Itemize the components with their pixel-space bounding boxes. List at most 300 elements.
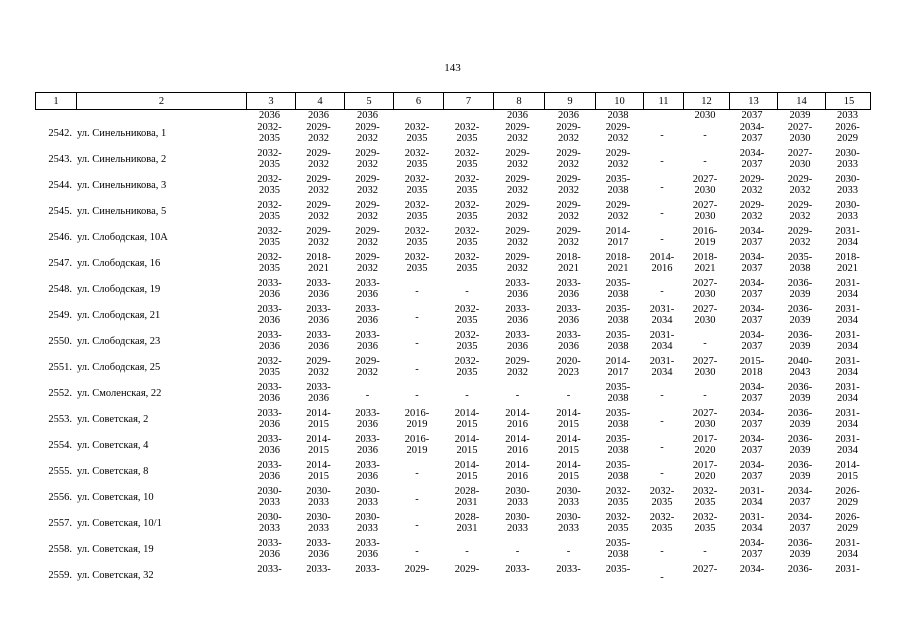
table-cell: 2029- 2032 [605,200,631,222]
table-cell: 2031- 2034 [835,382,860,404]
table-cell: 2031- 2034 [835,408,860,430]
table-cell: 2016- 2019 [404,408,430,430]
table-cell: 2030- 2033 [257,512,282,534]
table-cell: - [703,545,707,557]
table-cell: 2036 [308,110,329,121]
table-cell: 2014- 2015 [306,460,331,482]
table-cell: 2033- [306,564,331,575]
table-cell: - [660,415,664,427]
table-cell: 2036- [787,564,813,575]
table-cell [392,110,442,122]
table-cell: 2034- 2037 [787,512,813,534]
table-row [35,460,871,486]
column-header: 13 [729,93,777,110]
table-cell: 2029- [454,564,480,575]
table-cell: - [365,389,370,401]
column-header: 12 [683,93,729,110]
table-cell: 2035- 2038 [605,278,631,300]
table-cell: 2033- 2036 [355,460,380,482]
table-row [35,538,871,564]
table-cell: 2035- 2038 [787,252,813,274]
table-cell: 2018- 2021 [306,252,331,274]
table-cell: 2036- 2039 [787,304,813,326]
table-cell: 2014- 2015 [306,408,331,430]
table-cell: 2029- 2032 [306,122,331,144]
table-cell: 2035- 2038 [605,382,631,404]
table-cell: 2032- 2035 [454,304,480,326]
row-address: ул. Слободская, 21 [77,310,161,321]
table-cell: 2028- 2031 [454,512,480,534]
table-cell: 2033- 2036 [306,382,331,404]
table-cell: 2030- 2033 [355,486,380,508]
table-cell: 2033- 2036 [257,408,282,430]
table-cell: 2032- 2035 [257,226,282,248]
table-cell: 2036 [259,110,280,121]
table-cell: 2034- 2037 [739,252,765,274]
table-cell: - [660,389,664,401]
table-cell: 2031- 2034 [649,356,675,378]
table-cell: 2031- 2034 [649,304,675,326]
table-cell: 2030- 2033 [257,486,282,508]
table-cell: 2033- 2036 [306,304,331,326]
table-cell: 2014- 2015 [556,434,581,456]
table-cell: 2029- 2032 [787,226,813,248]
table-cell: 2032- 2035 [605,486,631,508]
table-cell: 2029- 2032 [505,252,530,274]
table-cell: 2027- 2030 [692,356,718,378]
table-cell: 2033- 2036 [355,278,380,300]
table-cell: - [515,389,520,401]
table-cell: 2032- 2035 [404,122,430,144]
row-number: 2548. [48,284,72,295]
table-cell: 2033- 2036 [556,304,581,326]
table-cell: 2035- 2038 [605,460,631,482]
data-table [35,92,871,590]
row-number: 2546. [48,232,72,243]
table-row [35,330,871,356]
table-cell: 2029- 2032 [556,122,581,144]
table-cell: 2033- 2036 [556,278,581,300]
table-cell: 2036- 2039 [787,434,813,456]
row-address: ул. Смоленская, 22 [77,388,162,399]
table-cell: 2014- 2015 [454,460,480,482]
table-row [35,356,871,382]
table-row [35,148,871,174]
table-cell: 2032- 2035 [454,330,480,352]
table-cell: - [415,519,419,531]
table-cell: 2036 [357,110,378,121]
table-cell: 2014- 2015 [835,460,860,482]
table-row [35,252,871,278]
table-cell: 2035- 2038 [605,174,631,196]
column-header: 4 [295,93,344,110]
table-row-continuation [35,110,871,122]
row-address: ул. Слободская, 23 [77,336,161,347]
table-cell: - [415,285,419,297]
table-cell: 2032- 2035 [257,122,282,144]
table-cell: - [703,389,707,401]
table-cell: 2026- 2029 [835,122,860,144]
table-cell: 2033- 2036 [355,408,380,430]
row-number: 2556. [48,492,72,503]
table-cell: 2033- 2036 [257,434,282,456]
table-cell: 2029- 2032 [306,174,331,196]
table-cell: 2032- 2035 [404,252,430,274]
table-cell: - [415,493,419,505]
table-row [35,564,871,590]
table-cell: 2014- 2017 [605,356,631,378]
row-number: 2552. [48,388,72,399]
row-number: 2550. [48,336,72,347]
table-cell: 2033- 2036 [355,538,380,560]
table-cell: 2034- 2037 [739,330,765,352]
table-cell: 2031- 2034 [835,278,860,300]
table-cell: - [660,545,664,557]
table-cell: - [660,441,664,453]
table-cell: 2032- 2035 [257,174,282,196]
table-cell: 2027- 2030 [787,148,813,170]
table-cell: 2029- 2032 [556,148,581,170]
row-number: 2551. [48,362,72,373]
table-cell: - [660,129,664,141]
row-address: ул. Советская, 10 [77,492,154,503]
table-cell: 2032- 2035 [454,252,480,274]
table-cell: 2030- 2033 [556,512,581,534]
table-cell: 2034- 2037 [787,486,813,508]
table-cell: 2032- 2035 [257,356,282,378]
table-cell: 2029- 2032 [605,148,631,170]
table-cell: 2032- 2035 [649,486,675,508]
table-cell: 2034- 2037 [739,408,765,430]
row-address: ул. Советская, 8 [77,466,149,477]
table-cell: - [703,337,707,349]
table-cell: 2034- 2037 [739,434,765,456]
table-cell: 2034- 2037 [739,382,765,404]
row-address: ул. Слободская, 16 [77,258,161,269]
table-cell: 2039 [789,110,811,121]
table-cell: 2030- 2033 [556,486,581,508]
table-cell: 2032- 2035 [404,174,430,196]
table-cell: - [415,311,419,323]
table-cell: 2032- 2035 [692,512,718,534]
table-row [35,226,871,252]
table-cell: 2029- 2032 [556,200,581,222]
table-cell: 2029- 2032 [556,226,581,248]
table-cell: 2027- 2030 [692,200,718,222]
table-cell: 2032- 2035 [454,200,480,222]
table-cell: 2014- 2015 [454,408,480,430]
table-header [35,92,871,110]
table-cell: 2033- [355,564,380,575]
table-cell: 2035- 2038 [605,538,631,560]
row-address: ул. Слободская, 19 [77,284,161,295]
table-cell: 2029- 2032 [556,174,581,196]
table-cell: 2033- 2036 [257,330,282,352]
table-cell: 2032- 2035 [257,252,282,274]
row-number: 2554. [48,440,72,451]
table-cell: 2027- [692,564,718,575]
table-cell: 2031- 2034 [649,330,675,352]
table-cell: 2034- [739,564,765,575]
table-cell: 2029- 2032 [787,174,813,196]
table-cell: 2032- 2035 [404,226,430,248]
table-cell: 2034- 2037 [739,278,765,300]
table-cell: 2018- 2021 [605,252,631,274]
table-cell: 2018- 2021 [556,252,581,274]
row-address: ул. Синельникова, 5 [77,206,167,217]
table-cell: 2029- 2032 [505,200,530,222]
table-cell: 2033- [505,564,530,575]
table-cell: 2031- 2034 [739,486,765,508]
table-cell: - [465,389,469,401]
table-cell: 2029- 2032 [355,252,380,274]
table-cell: 2033- 2036 [355,304,380,326]
table-cell: 2030- 2033 [505,486,530,508]
table-cell: 2032- 2035 [454,174,480,196]
table-cell: 2029- 2032 [505,356,530,378]
table-cell: 2029- 2032 [505,174,530,196]
table-cell: 2030- 2033 [835,174,860,196]
table-cell: - [660,155,664,167]
table-cell: 2033- 2036 [257,460,282,482]
table-cell: 2032- 2035 [605,512,631,534]
table-cell: 2027- 2030 [692,278,718,300]
row-number: 2557. [48,518,72,529]
table-cell: 2018- 2021 [692,252,718,274]
table-cell: - [703,129,707,141]
table-cell: 2033 [837,110,858,121]
row-number: 2542. [48,128,72,139]
table-cell: 2032- 2035 [454,226,480,248]
table-cell: 2034- 2037 [739,304,765,326]
table-cell: 2035- 2038 [605,304,631,326]
table-cell: 2026- 2029 [835,486,860,508]
table-cell: 2035- [605,564,631,575]
table-cell: 2032- 2035 [454,122,480,144]
table-cell: - [415,467,419,479]
table-cell: 2036- 2039 [787,330,813,352]
table-cell: 2035- 2038 [605,408,631,430]
row-address: ул. Слободская, 10А [77,232,168,243]
column-header: 1 [53,96,59,107]
row-number: 2545. [48,206,72,217]
table-row [35,304,871,330]
table-cell: - [660,181,664,193]
table-cell: 2031- 2034 [835,330,860,352]
page-number: 143 [444,62,461,74]
table-cell: - [566,389,571,401]
table-cell: 2033- 2036 [505,304,530,326]
row-number: 2555. [48,466,72,477]
table-cell: 2029- 2032 [355,148,380,170]
table-cell: 2034- 2037 [739,538,765,560]
table-cell: 2033- 2036 [306,538,331,560]
table-cell: 2033- [257,564,282,575]
table-cell: 2029- 2032 [306,226,331,248]
table-cell: 2029- 2032 [505,122,530,144]
table-cell: 2030- 2033 [306,486,331,508]
table-cell: 2029- 2032 [355,226,380,248]
table-cell: 2034- 2037 [739,148,765,170]
table-cell: 2031- [835,564,860,575]
table-cell: 2014- 2015 [556,460,581,482]
table-row [35,122,871,148]
row-address: ул. Советская, 2 [77,414,149,425]
table-cell: 2028- 2031 [454,486,480,508]
row-number: 2553. [48,414,72,425]
table-cell: 2036 [558,110,579,121]
table-cell: 2029- 2032 [505,148,530,170]
table-cell: 2017- 2020 [692,460,718,482]
table-cell: 2033- 2036 [257,278,282,300]
row-address: ул. Советская, 4 [77,440,149,451]
table-cell: 2033- 2036 [556,330,581,352]
table-cell: 2031- 2034 [835,304,860,326]
table-cell: 2030 [694,110,716,121]
table-cell: 2033- 2036 [306,330,331,352]
row-number: 2543. [48,154,72,165]
table-cell [442,110,492,122]
row-address: ул. Слободская, 25 [77,362,161,373]
column-header: 5 [344,93,393,110]
table-cell: 2035- 2038 [605,330,631,352]
table-cell: - [415,545,419,557]
table-cell: 2033- 2036 [257,304,282,326]
table-cell: 2032- 2035 [257,200,282,222]
row-number: 2558. [48,544,72,555]
row-number: 2544. [48,180,72,191]
row-address: ул. Синельникова, 1 [77,128,167,139]
column-header: 9 [544,93,595,110]
column-header: 15 [825,93,872,110]
table-cell: 2032- 2035 [404,200,430,222]
table-cell: 2027- 2030 [692,408,718,430]
table-cell: 2033- 2036 [257,538,282,560]
table-row [35,486,871,512]
table-cell: 2035- 2038 [605,434,631,456]
table-cell: 2031- 2034 [835,538,860,560]
table-cell: 2032- 2035 [692,486,718,508]
table-cell: - [415,337,419,349]
table-body [35,110,871,590]
table-cell: 2031- 2034 [835,356,860,378]
table-cell: 2014- 2016 [505,408,530,430]
row-number: 2547. [48,258,72,269]
table-cell: - [415,389,419,401]
table-cell: 2031- 2034 [835,226,860,248]
table-cell: 2016- 2019 [404,434,430,456]
row-number: 2559. [48,570,72,581]
table-cell: 2032- 2035 [454,356,480,378]
table-cell: 2033- 2036 [505,330,530,352]
table-row [35,278,871,304]
table-cell: - [660,571,664,583]
table-cell: 2014- 2016 [505,434,530,456]
column-header: 10 [595,93,643,110]
column-header: 2 [76,93,246,110]
table-cell: 2014- 2016 [649,252,675,274]
table-row [35,512,871,538]
table-cell: 2034- 2037 [739,460,765,482]
table-cell: 2036- 2039 [787,538,813,560]
table-cell: 2038 [607,110,629,121]
table-cell: 2029- 2032 [355,174,380,196]
table-row [35,382,871,408]
table-row [35,408,871,434]
table-cell: 2029- 2032 [739,200,765,222]
table-cell: 2034- 2037 [739,226,765,248]
row-address: ул. Синельникова, 3 [77,180,167,191]
table-cell: 2040- 2043 [787,356,813,378]
table-cell: 2033- 2036 [257,382,282,404]
table-cell: 2032- 2035 [404,148,430,170]
table-cell: - [515,545,520,557]
table-cell: 2030- 2033 [306,512,331,534]
column-header: 8 [493,93,544,110]
table-cell: 2029- 2032 [355,122,380,144]
table-cell: 2029- 2032 [355,200,380,222]
table-cell: 2029- 2032 [306,148,331,170]
table-cell: 2029- 2032 [605,122,631,144]
table-cell: 2026- 2029 [835,512,860,534]
table-cell: 2014- 2015 [306,434,331,456]
table-cell: 2020- 2023 [556,356,581,378]
table-row [35,434,871,460]
table-cell: 2029- 2032 [306,356,331,378]
table-cell: - [465,285,469,297]
table-cell: - [415,363,419,375]
table-cell: 2036- 2039 [787,408,813,430]
row-address: ул. Советская, 19 [77,544,154,555]
table-cell: 2027- 2030 [787,122,813,144]
table-cell: 2027- 2030 [692,174,718,196]
table-cell: - [660,207,664,219]
table-cell: 2031- 2034 [835,434,860,456]
table-cell: 2036- 2039 [787,278,813,300]
table-cell: 2029- 2032 [355,356,380,378]
table-cell: 2014- 2016 [505,460,530,482]
table-cell: 2029- 2032 [505,226,530,248]
table-cell: - [660,467,664,479]
table-cell: 2033- 2036 [505,278,530,300]
row-address: ул. Советская, 10/1 [77,518,162,529]
column-header: 7 [443,93,493,110]
column-header: 6 [393,93,443,110]
table-cell: 2029- [404,564,430,575]
table-cell: 2032- 2035 [649,512,675,534]
table-cell: - [465,545,469,557]
table-cell: 2017- 2020 [692,434,718,456]
table-cell: 2033- 2036 [355,434,380,456]
table-cell: 2029- 2032 [787,200,813,222]
table-cell [642,110,682,122]
table-cell: 2027- 2030 [692,304,718,326]
row-number: 2549. [48,310,72,321]
table-cell: 2029- 2032 [739,174,765,196]
table-cell: 2033- [556,564,581,575]
table-cell: 2016- 2019 [692,226,718,248]
table-cell: 2031- 2034 [739,512,765,534]
table-cell: 2014- 2015 [454,434,480,456]
table-row [35,200,871,226]
table-cell: 2030- 2033 [505,512,530,534]
table-cell: 2030- 2033 [835,148,860,170]
table-cell: 2033- 2036 [306,278,331,300]
table-cell: 2033- 2036 [355,330,380,352]
column-header: 11 [643,93,683,110]
table-cell: 2032- 2035 [454,148,480,170]
table-cell: - [660,285,664,297]
